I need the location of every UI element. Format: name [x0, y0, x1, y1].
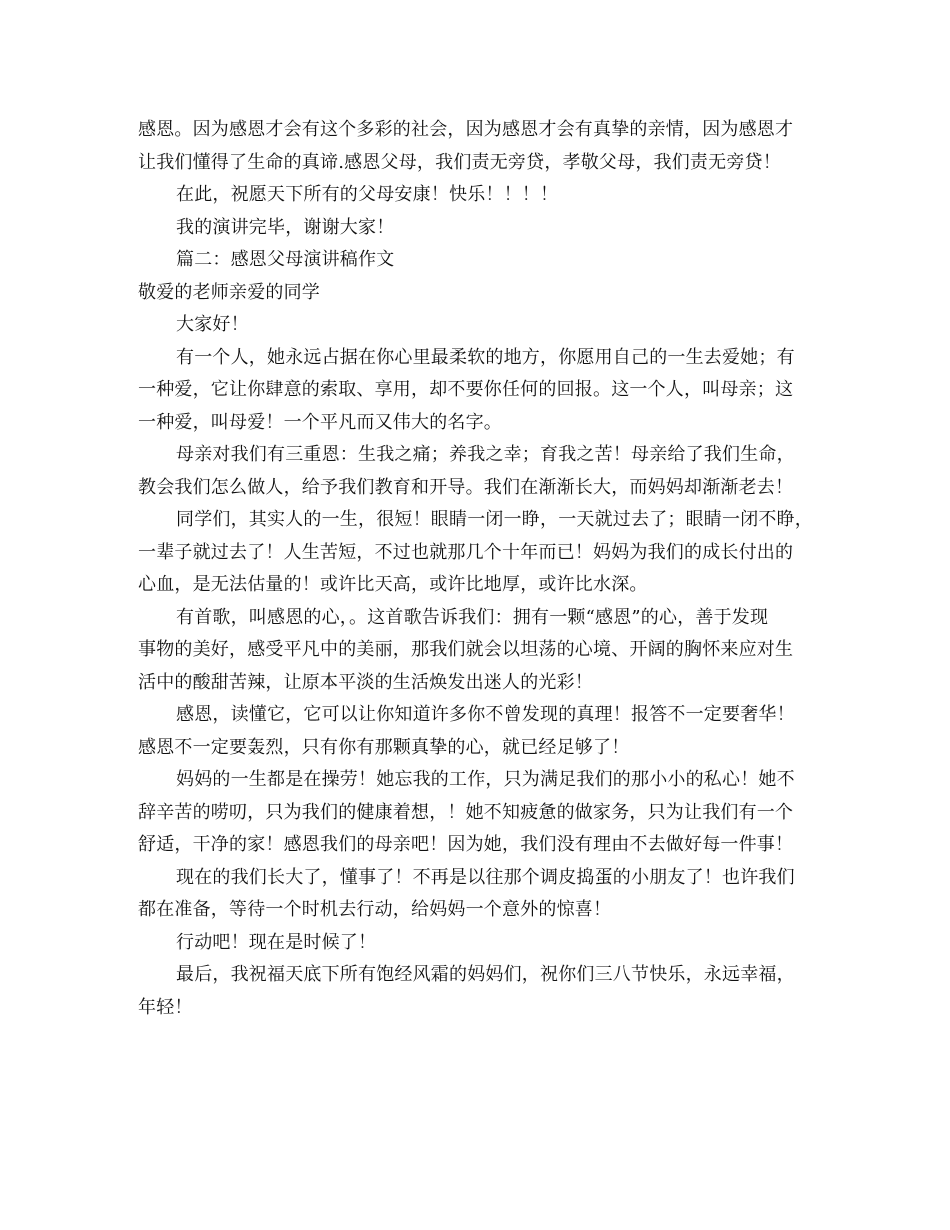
text-line: 妈妈的一生都是在操劳！她忘我的工作，只为满足我们的那小小的私心！她不: [176, 769, 795, 790]
text-line: 同学们，其实人的一生，很短！眼睛一闭一睁，一天就过去了；眼睛一闭不睁，: [176, 509, 813, 530]
text-line: 一种爱，叫母爱！一个平凡而又伟大的名字。: [138, 411, 502, 433]
text-line: 感恩不一定要轰烈，只有你有那颗真挚的心，就已经足够了！: [138, 736, 630, 758]
text-line: 母亲对我们有三重恩：生我之痛；养我之幸；育我之苦！母亲给了我们生命，: [176, 444, 795, 465]
text-line: 篇二：感恩父母演讲稿作文: [176, 249, 395, 270]
text-line: 感恩。因为感恩才会有这个多彩的社会，因为感恩才会有真挚的亲情，因为感恩才: [138, 119, 794, 140]
text-line: 活中的酸甜苦辣，让原本平淡的生活焕发出迷人的光彩！: [138, 671, 593, 693]
text-line: 有首歌，叫感恩的心，。这首歌告诉我们：拥有一颗“感恩”的心，善于发现: [176, 606, 769, 628]
text-line: 现在的我们长大了，懂事了！不再是以往那个调皮捣蛋的小朋友了！也许我们: [176, 866, 795, 888]
text-line: 敬爱的老师亲爱的同学: [138, 281, 320, 303]
text-line: 教会我们怎么做人，给予我们教育和开导。我们在渐渐长大，而妈妈却渐渐老去！: [138, 476, 794, 498]
text-line: 年轻！: [138, 996, 193, 1018]
text-line: 舒适，干净的家！感恩我们的母亲吧！因为她，我们没有理由不去做好每一件事！: [138, 834, 794, 855]
document-body: [138, 114, 818, 1024]
text-line: 辞辛苦的唠叨，只为我们的健康着想，！她不知疲惫的做家务，只为让我们有一个: [138, 801, 794, 823]
text-line: 有一个人，她永远占据在你心里最柔软的地方，你愿用自己的一生去爱她；有: [176, 346, 795, 368]
text-line: 都在准备，等待一个时机去行动，给妈妈一个意外的惊喜！: [138, 899, 612, 920]
text-line: 在此，祝愿天下所有的父母安康！快乐！！！！: [176, 184, 559, 205]
text-line: 最后，我祝福天底下所有饱经风霜的妈妈们，祝你们三八节快乐，永远幸福，: [176, 964, 795, 985]
text-line: 感恩，读懂它，它可以让你知道许多你不曾发现的真理！报答不一定要奢华！: [176, 704, 795, 725]
text-line: 行动吧！现在是时候了！: [176, 931, 377, 953]
text-line: 我的演讲完毕，谢谢大家！: [176, 216, 395, 238]
text-line: 让我们懂得了生命的真谛.感恩父母，我们责无旁贷，孝敬父母，我们责无旁贷！: [138, 151, 781, 173]
text-line: 心血，是无法估量的！或许比天高，或许比地厚，或许比水深。: [138, 574, 648, 595]
text-line: 一辈子就过去了！人生苦短，不过也就那几个十年而已！妈妈为我们的成长付出的: [138, 541, 794, 563]
text-line: 一种爱，它让你肆意的索取、享用，却不要你任何的回报。这一个人，叫母亲；这: [138, 379, 794, 400]
text-line: 事物的美好，感受平凡中的美丽，那我们就会以坦荡的心境、开阔的胸怀来应对生: [138, 639, 794, 660]
text-line: 大家好！: [176, 314, 249, 335]
